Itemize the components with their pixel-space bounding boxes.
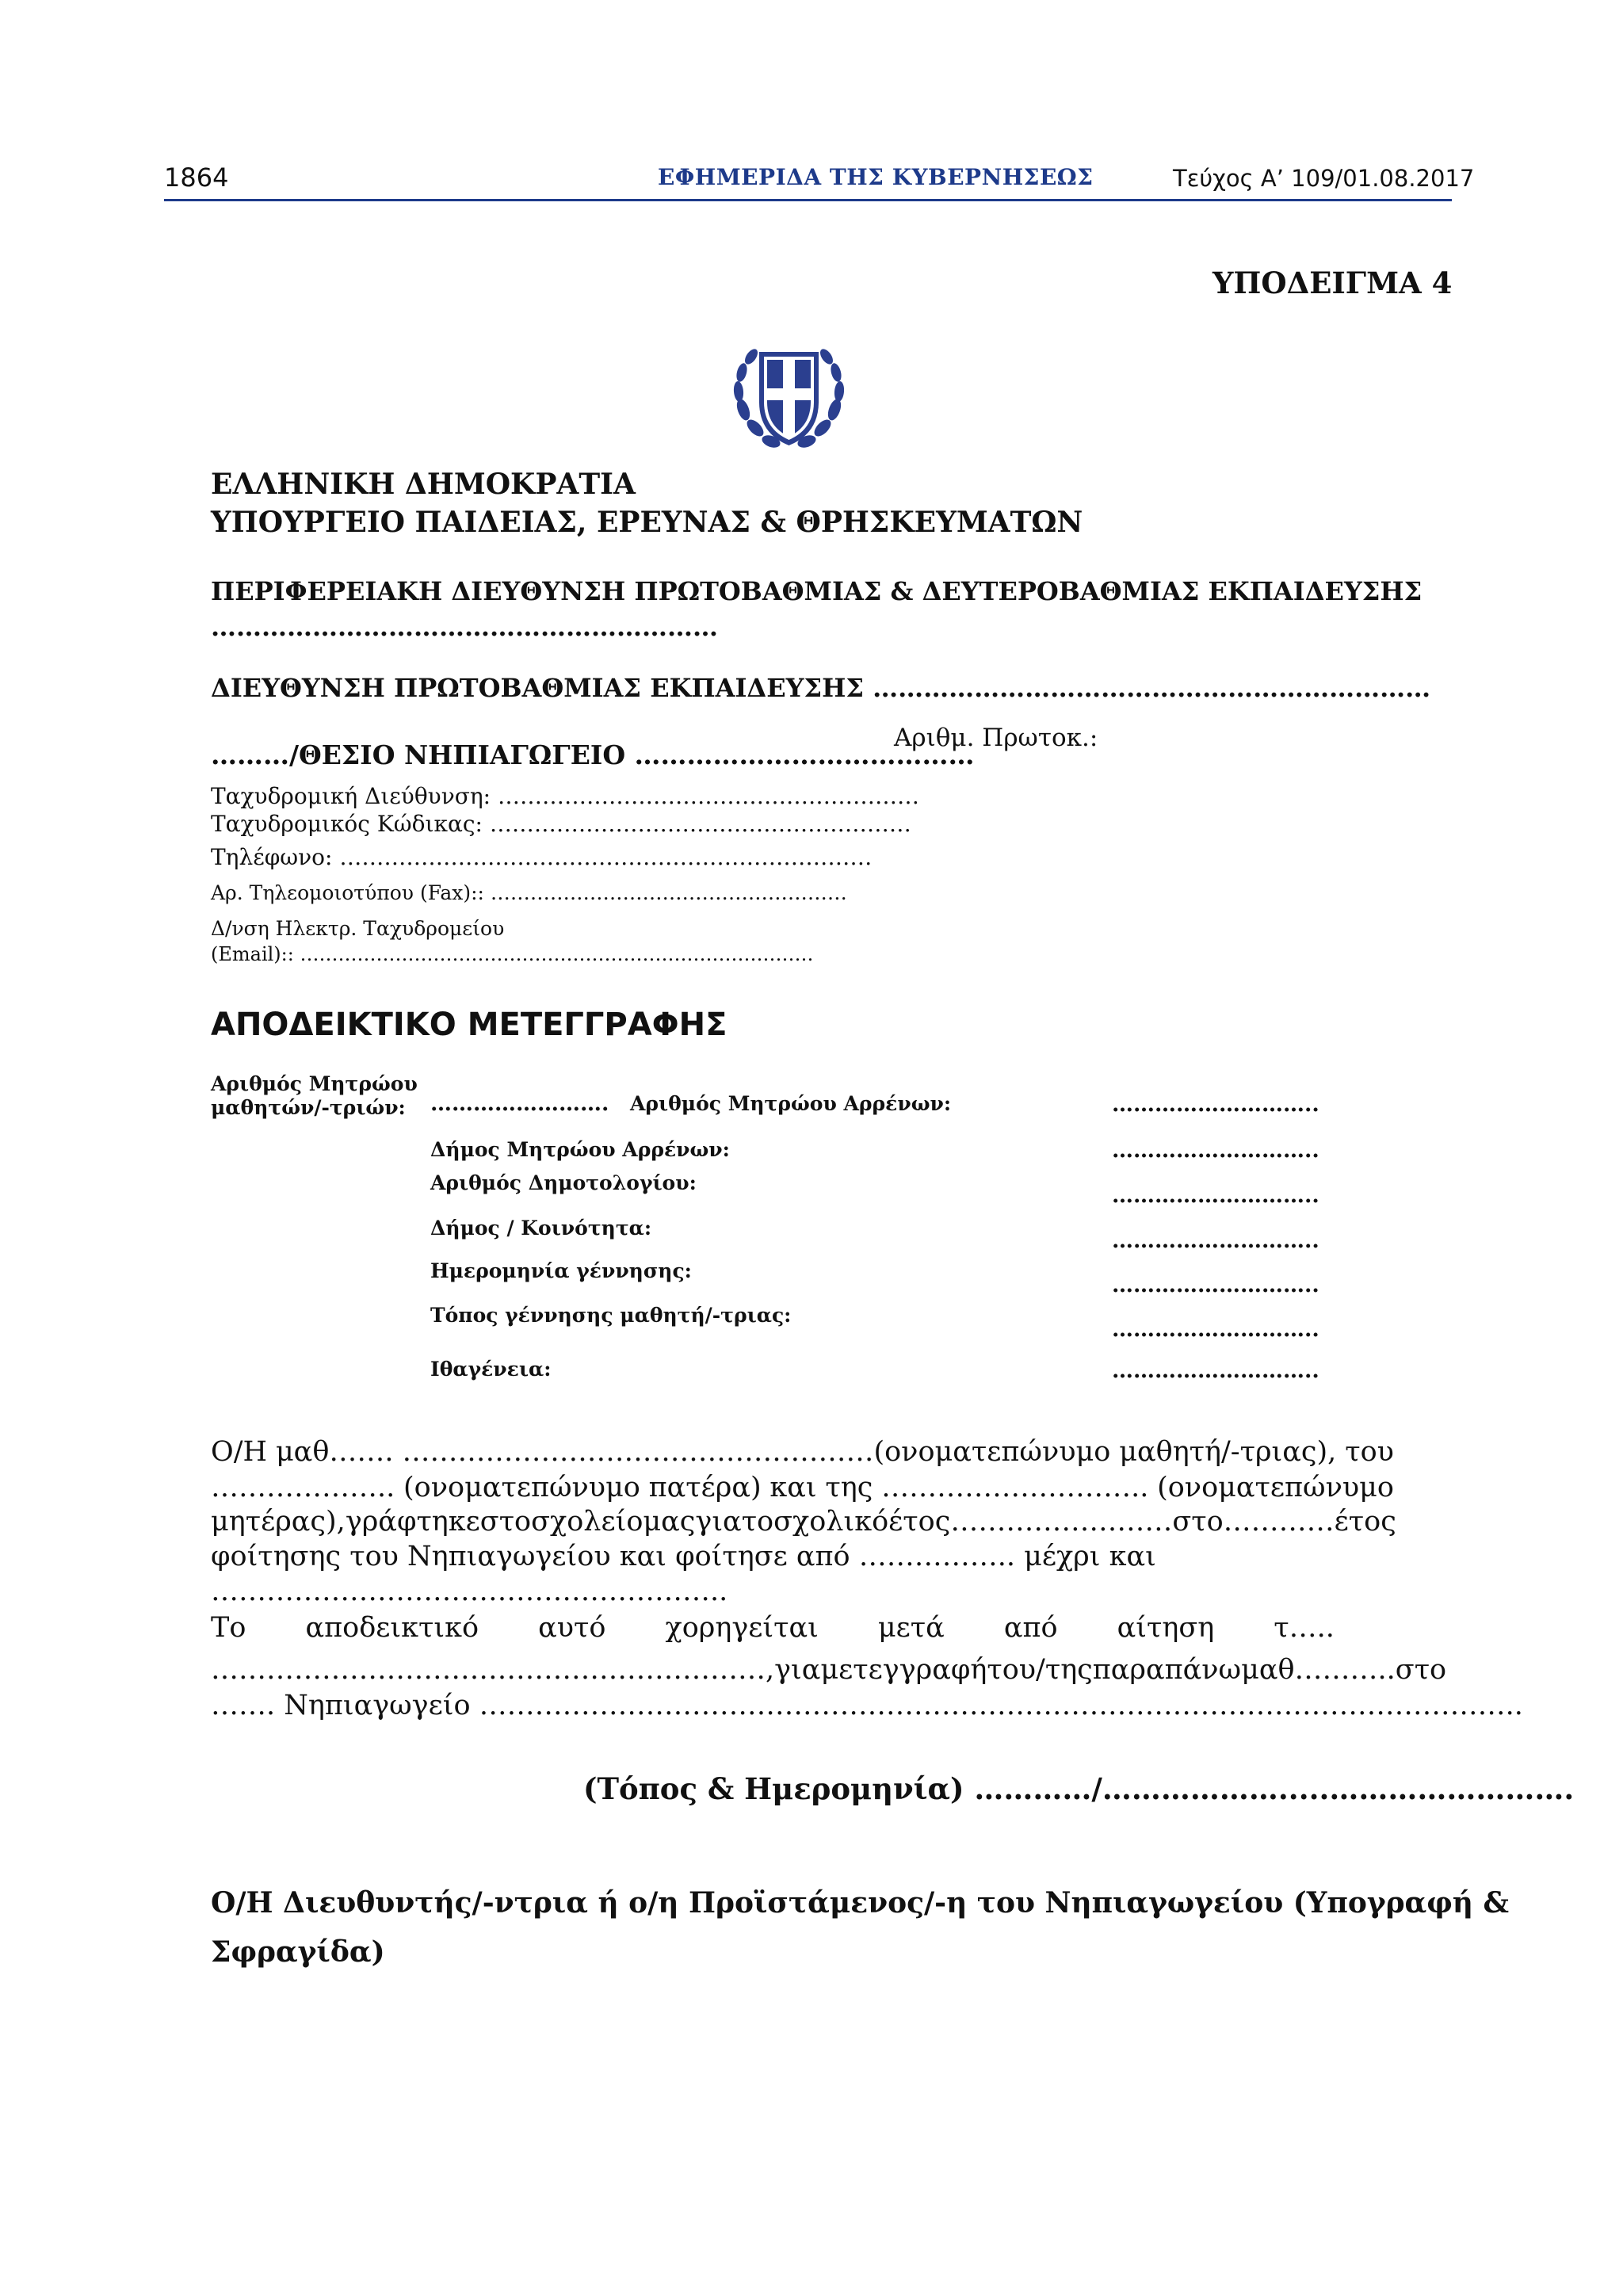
email-label: Δ/νση Ηλεκτρ. Ταχυδρομείου xyxy=(211,917,505,940)
male-registry-number-label: Αριθμός Μητρώου Αρρένων: xyxy=(630,1092,952,1115)
student-registry-label-2: μαθητών/-τριών: xyxy=(211,1096,406,1119)
fax: Αρ. Τηλεομοιοτύπου (Fax):: ……………………………………………… xyxy=(211,881,847,904)
regional-directorate: ΠΕΡΙΦΕΡΕΙΑΚΗ ΔΙΕΥΘΥΝΣΗ ΠΡΩΤΟΒΑΘΜΙΑΣ & ΔΕΥΤΕΡΟΒΑΘΜΙΑΣ ΕΚΠΑΙΔΕΥΣΗΣ xyxy=(211,576,1423,606)
school-name: ………/ΘΕΣΙΟ ΝΗΠΙΑΓΩΓΕΙΟ ………………………………… xyxy=(211,739,975,770)
journal-title: ΕΦΗΜΕΡΙΔΑ ΤΗΣ ΚΥΒΕΡΝΗΣΕΩΣ xyxy=(658,164,1094,190)
republic-heading: ΕΛΛΗΝΙΚΗ ΔΗΜΟΚΡΑΤΙΑ xyxy=(211,468,636,501)
body-line: Το αποδεικτικό αυτό χορηγείται μετά από αίτηση τ….. xyxy=(211,1612,1335,1644)
field-value: ……………………….. xyxy=(1112,1273,1319,1297)
birth-date-label: Ημερομηνία γέννησης: xyxy=(430,1259,692,1282)
birth-place-label: Τόπος γέννησης μαθητή/-τριας: xyxy=(430,1304,792,1327)
body-line: ……………….. (ονοματεπώνυμο πατέρα) και της ……………………….. (ονοματεπώνυμο xyxy=(211,1472,1394,1503)
body-line: Ο/Η μαθ……. ……………………………………………(ονοματεπώνυμο μαθητή/-τριας), του xyxy=(211,1436,1394,1468)
male-registry-municipality-label: Δήμος Μητρώου Αρρένων: xyxy=(430,1138,730,1161)
student-registry-label: Αριθμός Μητρώου xyxy=(211,1072,418,1095)
header-rule xyxy=(164,199,1452,201)
issue-reference: Τεύχος Α’ 109/01.08.2017 xyxy=(1173,165,1475,192)
field-value: ……………………….. xyxy=(1112,1317,1319,1342)
field-value: ……………………….. xyxy=(1112,1358,1319,1383)
page-number: 1864 xyxy=(164,162,229,193)
email: (Email):: ……………………………………………………………………… xyxy=(211,943,814,965)
signature-line-2: Σφραγίδα) xyxy=(211,1935,385,1969)
nationality-label: Ιθαγένεια: xyxy=(430,1358,552,1381)
protocol-number: Αριθμ. Πρωτοκ.: xyxy=(894,724,1098,752)
postal-address: Ταχυδρομική Διεύθυνση: ………………………………………………… xyxy=(211,783,919,809)
field-value: ……………………….. xyxy=(1112,1183,1319,1208)
field-value: ……………………….. xyxy=(1112,1228,1319,1253)
signature-line: Ο/Η Διευθυντής/-ντρια ή ο/η Προϊστάμενος/-η του Νηπιαγωγείου (Υπογραφή & xyxy=(211,1886,1510,1920)
greek-coat-of-arms-icon xyxy=(727,334,850,457)
body-line: ……. Νηπιαγωγείο ………………………………………………………………………………………………….. xyxy=(211,1690,1523,1721)
student-registry-value: ……………………. xyxy=(430,1091,609,1116)
body-line: ……………………………………………….. xyxy=(211,1576,728,1607)
document-title: ΑΠΟΔΕΙΚΤΙΚΟ ΜΕΤΕΓΓΡΑΦΗΣ xyxy=(211,1007,727,1043)
regional-directorate-blank: …………………………………………………… xyxy=(211,612,718,642)
phone: Τηλέφωνο: ……………………………………………………………… xyxy=(211,844,873,870)
primary-education-directorate: ΔΙΕΥΘΥΝΣΗ ΠΡΩΤΟΒΑΘΜΙΑΣ ΕΚΠΑΙΔΕΥΣΗΣ ………………………………………………………… xyxy=(211,673,1431,703)
ministry-heading: ΥΠΟΥΡΓΕΙΟ ΠΑΙΔΕΙΑΣ, ΕΡΕΥΝΑΣ & ΘΡΗΣΚΕΥΜΑΤΩΝ xyxy=(211,506,1083,539)
place-date-line: (Τόπος & Ημερομηνία) …………/……………….....……………………. xyxy=(583,1771,1575,1806)
postal-code: Ταχυδρομικός Κώδικας: ………………………………………………… xyxy=(211,811,911,837)
municipal-roll-label: Αριθμός Δημοτολογίου: xyxy=(430,1171,697,1194)
body-line: μητέρας), γράφτηκε στο σχολείο μας για το σχολικό έτος ……………………στο ………… έτος xyxy=(211,1506,1396,1538)
field-value: ……………………….. xyxy=(1112,1092,1319,1117)
municipality-label: Δήμος / Κοινότητα: xyxy=(430,1217,652,1240)
body-line: φοίτησης του Νηπιαγωγείου και φοίτησε από …………….. μέχρι και xyxy=(211,1541,1156,1572)
field-value: ……………………….. xyxy=(1112,1138,1319,1163)
body-line: ……………………………………………………, για μετεγγραφή του/της παραπάνω μαθ……….. στο xyxy=(211,1654,1447,1686)
model-label: ΥΠΟΔΕΙΓΜΑ 4 xyxy=(1212,266,1453,300)
